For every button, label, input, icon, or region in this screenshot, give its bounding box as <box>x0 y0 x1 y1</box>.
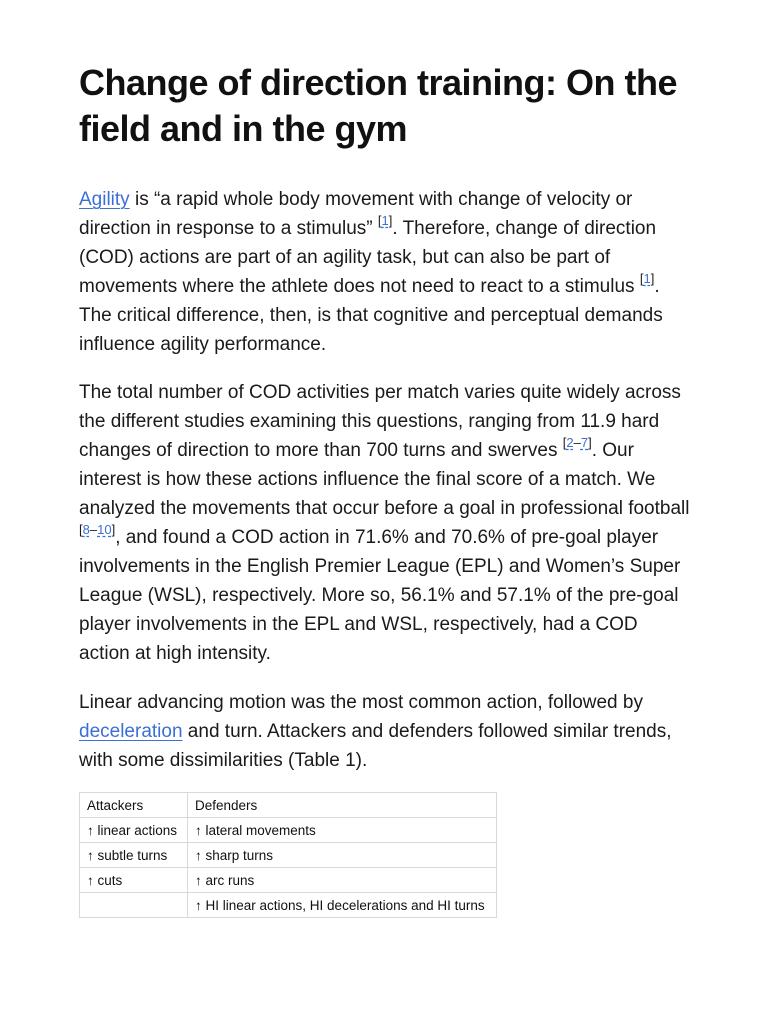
table-cell <box>80 893 188 918</box>
table-cell: ↑ HI linear actions, HI decelerations and HI turns <box>188 893 497 918</box>
table-row <box>80 843 497 868</box>
citation-1: [1] <box>377 212 393 228</box>
citation-2-7: [2–7] <box>562 434 592 450</box>
paragraph-agility <box>79 185 691 359</box>
table-header-row <box>80 793 497 818</box>
agility-link[interactable]: Agility <box>79 189 130 210</box>
cod-comparison-table <box>79 792 497 918</box>
citation-link-8[interactable]: 8 <box>82 521 90 537</box>
table-row <box>80 893 497 918</box>
paragraph-text: The total number of COD activities per match varies quite widely across the different studies examining this questions, ranging from 11.9 hard changes of direction to more than 700 turns and swerves <box>79 382 681 461</box>
deceleration-link[interactable]: deceleration <box>79 721 183 742</box>
paragraph-text: and turn. Attackers and defenders followed similar trends, with some dissimilarities (Table 1). <box>79 721 672 771</box>
table-row <box>80 818 497 843</box>
table-cell: ↑ cuts <box>80 868 188 893</box>
paragraph-text: . Our interest is how these actions influence the final score of a match. We analyzed the movements that occur before a goal in professional football <box>79 440 690 519</box>
citation-link-2[interactable]: 2 <box>566 434 574 450</box>
paragraph-text: is “a rapid whole body movement with change of velocity or direction in response to a stimulus” <box>79 189 633 239</box>
table-cell: ↑ lateral movements <box>188 818 497 843</box>
citation-2: [1] <box>639 270 655 286</box>
page-title: Change of direction training: On the field and in the gym <box>79 62 677 149</box>
table-cell: ↑ linear actions <box>80 818 188 843</box>
table-header-defenders: Defenders <box>188 793 497 818</box>
table-cell: ↑ subtle turns <box>80 843 188 868</box>
paragraph-text: Linear advancing motion was the most common action, followed by <box>79 692 643 713</box>
citation-link-1[interactable]: 1 <box>381 212 389 228</box>
citation-link-7[interactable]: 7 <box>580 434 589 450</box>
paragraph-linear-motion <box>79 688 691 775</box>
citation-8-10: [8–10] <box>79 521 116 537</box>
table-row <box>80 868 497 893</box>
table-cell: ↑ arc runs <box>188 868 497 893</box>
table-cell: ↑ sharp turns <box>188 843 497 868</box>
paragraph-text: . Therefore, change of direction (COD) actions are part of an agility task, but can also be part of movements where the athlete does not need to react to a stimulus <box>79 218 657 297</box>
citation-link-10[interactable]: 10 <box>97 521 112 537</box>
paragraph-text: , and found a COD action in 71.6% and 70.6% of pre-goal player involvements in the English Premier League (EPL) and Women’s Super League (WSL), respectively. More so, 56.1% and 57.1% of the pre-goal player involvements in the EPL and WSL, respectively, had a COD action at high intensity. <box>79 527 681 664</box>
article <box>79 60 691 918</box>
paragraph-cod-activities <box>79 378 691 668</box>
citation-link-1b[interactable]: 1 <box>643 270 651 286</box>
table-header-attackers: Attackers <box>80 793 188 818</box>
paragraph-text: . The critical difference, then, is that cognitive and perceptual demands influence agility performance. <box>79 276 663 355</box>
